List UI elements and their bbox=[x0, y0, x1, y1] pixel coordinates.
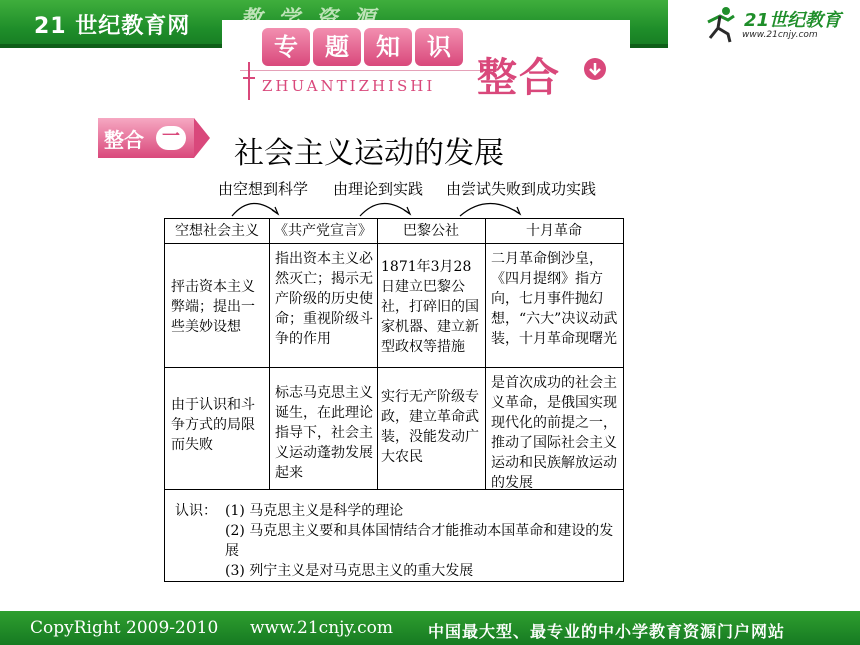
cell-r2-c2: 标志马克思主义诞生，在此理论指导下，社会主义运动蓬勃发展起来 bbox=[275, 385, 373, 481]
title-pin bbox=[248, 62, 250, 100]
footer-url[interactable]: www.21cnjy.com bbox=[250, 618, 394, 638]
section-tag-label: 整合 bbox=[104, 128, 144, 152]
flow-label-2: 由理论到实践 bbox=[333, 180, 424, 198]
insight-label: 认识： bbox=[175, 503, 217, 519]
header-utopian: 空想社会主义 bbox=[175, 223, 259, 239]
title-badge-1: 专 bbox=[262, 28, 310, 66]
flow-label-1: 由空想到科学 bbox=[218, 180, 309, 198]
header-paris-commune: 巴黎公社 bbox=[403, 223, 459, 239]
section-title: 社会主义运动的发展 bbox=[234, 136, 504, 171]
title-pin-cross bbox=[243, 77, 255, 79]
section-tag-number: 一 bbox=[156, 126, 186, 150]
logo-text: 21世纪教育 bbox=[744, 10, 842, 31]
title-badge-3: 知 bbox=[364, 28, 412, 66]
cell-r2-c3: 实行无产阶级专政，建立革命武装，没能发动广大农民 bbox=[381, 389, 479, 465]
summary-table bbox=[164, 218, 624, 582]
footer-slogan: 中国最大型、最专业的中小学教育资源门户网站 bbox=[428, 622, 786, 641]
title-divider bbox=[240, 70, 480, 71]
flow-label-3: 由尝试失败到成功实践 bbox=[446, 180, 597, 198]
cell-r1-c3: 1871年3月28日建立巴黎公社，打碎旧的国家机器、建立新型政权等措施 bbox=[381, 259, 479, 355]
down-arrow-icon bbox=[584, 58, 606, 80]
title-badge-4: 识 bbox=[415, 28, 463, 66]
cell-r1-c1: 抨击资本主义弊端；提出一些美妙设想 bbox=[171, 279, 255, 335]
cell-r1-c4: 二月革命倒沙皇，《四月提纲》指方向，七月事件抛幻想，“六大”决议动武装，十月革命现曙光 bbox=[491, 251, 618, 347]
cell-r2-c4: 是首次成功的社会主义革命，是俄国实现现代化的前提之一，推动了国际社会主义运动和民族解放运动的发展 bbox=[491, 375, 617, 491]
footer-copyright: CopyRight 2009-2010 bbox=[30, 618, 219, 638]
insight-1: (1) 马克思主义是科学的理论 bbox=[225, 503, 404, 519]
insight-3: (3) 列宁主义是对马克思主义的重大发展 bbox=[225, 563, 474, 579]
title-badge-2: 题 bbox=[313, 28, 361, 66]
title-zhenghe: 整合 bbox=[477, 55, 561, 101]
section-tag bbox=[98, 118, 208, 158]
flow-arrows-icon bbox=[220, 192, 540, 218]
site-name: 21 世纪教育网 bbox=[34, 14, 191, 39]
title-pinyin: ZHUANTIZHISHI bbox=[262, 77, 436, 95]
cell-r1-c2: 指出资本主义必然灭亡；揭示无产阶级的历史使命；重视阶级斗争的作用 bbox=[275, 251, 373, 347]
header-manifesto: 《共产党宣言》 bbox=[274, 223, 372, 239]
cell-r2-c1: 由于认识和斗争方式的局限而失败 bbox=[171, 397, 255, 453]
runner-logo-icon bbox=[700, 4, 740, 44]
header-october-revolution: 十月革命 bbox=[526, 223, 582, 239]
logo-url: www.21cnjy.com bbox=[742, 30, 818, 40]
insight-2: (2) 马克思主义要和具体国情结合才能推动本国革命和建设的发展 bbox=[225, 523, 614, 559]
